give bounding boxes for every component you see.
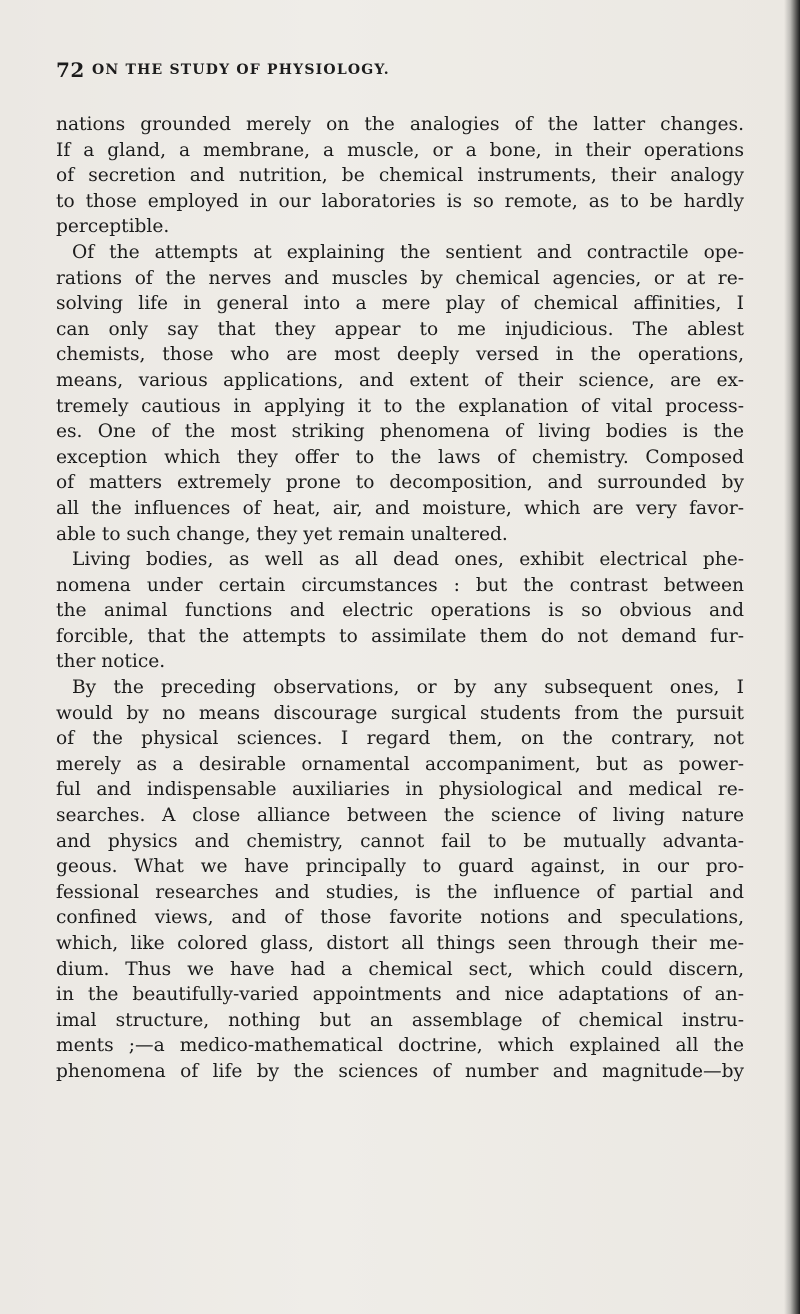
text-line: of the physical sciences. I regard them, on the contrary, not <box>56 728 744 750</box>
text-line: dium. Thus we have had a chemical sect, which could discern, <box>56 958 744 980</box>
text-line: forcible, that the attempts to assimilate them do not demand fur- <box>56 625 744 647</box>
page-edge-shadow <box>784 0 800 1314</box>
text-line: of matters extremely prone to decomposition, and surrounded by <box>56 472 744 494</box>
text-line: which, like colored glass, distort all things seen through their me- <box>56 933 744 954</box>
text-line: phenomena of life by the sciences of number and magnitude—by <box>56 1060 744 1082</box>
text-line: nations grounded merely on the analogies of the latter changes. <box>56 114 744 135</box>
text-line: all the influences of heat, air, and moisture, which are very favor- <box>56 497 744 519</box>
text-line: ther notice. <box>56 651 166 673</box>
running-head <box>56 58 746 86</box>
text-line: able to such change, they yet remain unaltered. <box>56 523 508 545</box>
text-line: rations of the nerves and muscles by chemical agencies, or at re- <box>56 267 744 289</box>
text-line: ful and indispensable auxiliaries in physiological and medical re- <box>56 779 744 801</box>
text-line: Of the attempts at explaining the sentient and contractile ope- <box>72 241 744 263</box>
text-line: tremely cautious in applying it to the explanation of vital process- <box>56 395 744 417</box>
text-line: in the beautifully-varied appointments and nice adaptations of an- <box>56 984 744 1006</box>
text-line: solving life in general into a mere play of chemical affinities, I <box>56 293 744 315</box>
text-line: the animal functions and electric operations is so obvious and <box>56 600 744 622</box>
text-line: By the preceding observations, or by any subsequent ones, I <box>72 677 744 699</box>
text-line: Living bodies, as well as all dead ones, exhibit electrical phe- <box>72 549 744 571</box>
text-line: confined views, and of those favorite notions and speculations, <box>56 907 744 929</box>
text-line: searches. A close alliance between the science of living nature <box>56 805 744 827</box>
text-line: means, various applications, and extent of their science, are ex- <box>56 369 744 391</box>
page-number: 72 <box>56 58 85 82</box>
text-line: imal structure, nothing but an assemblage of chemical instru- <box>56 1009 744 1031</box>
text-line: geous. What we have principally to guard against, in our pro- <box>56 856 744 878</box>
text-line: es. One of the most striking phenomena of living bodies is the <box>56 421 744 443</box>
text-line: exception which they offer to the laws of chemistry. Composed <box>56 446 744 468</box>
text-line: ments ;—a medico-mathematical doctrine, which explained all the <box>56 1035 744 1057</box>
text-line: perceptible. <box>56 216 170 238</box>
text-line: fessional researches and studies, is the influence of partial and <box>56 881 744 903</box>
text-line: to those employed in our laboratories is so remote, as to be hardly <box>56 190 744 212</box>
body-text <box>56 112 744 1085</box>
text-line: chemists, those who are most deeply versed in the operations, <box>56 344 744 366</box>
text-line: would by no means discourage surgical students from the pursuit <box>56 702 744 724</box>
text-line: of secretion and nutrition, be chemical instruments, their analogy <box>56 165 744 187</box>
text-line: If a gland, a membrane, a muscle, or a bone, in their operations <box>56 139 744 161</box>
text-line: merely as a desirable ornamental accompaniment, but as power- <box>56 753 744 775</box>
text-line: and physics and chemistry, cannot fail to be mutually advanta- <box>56 830 744 852</box>
running-title: ON THE STUDY OF PHYSIOLOGY. <box>92 62 390 78</box>
text-line: nomena under certain circumstances : but the contrast between <box>56 574 744 596</box>
text-line: can only say that they appear to me injudicious. The ablest <box>56 318 744 340</box>
